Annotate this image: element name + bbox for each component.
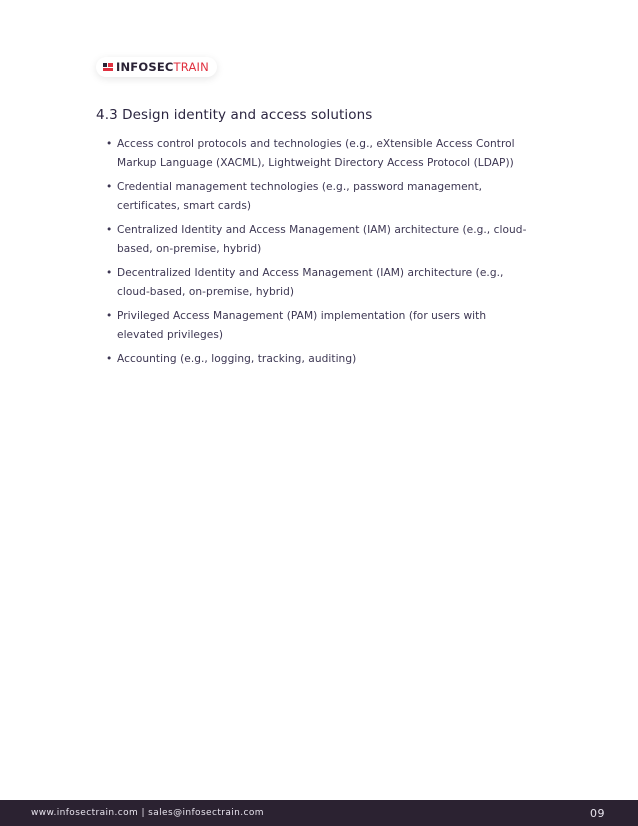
list-item-text: Access control protocols and technologies (e.g., eXtensible Access Control Markup Language (XACML), Lightweight Directory Access Protocol (LDAP)) bbox=[117, 138, 515, 169]
logo-text-dark: INFOSEC bbox=[116, 60, 174, 74]
bullet-dot: • bbox=[106, 310, 113, 322]
bullet-dot: • bbox=[106, 138, 113, 150]
list-item-text: Privileged Access Management (PAM) implementation (for users with elevated privileges) bbox=[117, 310, 487, 341]
logo-text bbox=[116, 57, 209, 77]
list-item bbox=[106, 178, 536, 216]
bullet-dot: • bbox=[106, 267, 113, 279]
list-item-text: Accounting (e.g., logging, tracking, auditing) bbox=[117, 353, 357, 365]
logo-text-accent: TRAIN bbox=[173, 60, 209, 74]
list-item bbox=[106, 264, 536, 302]
bullet-dot: • bbox=[106, 353, 113, 365]
infosectrain-logo-icon bbox=[103, 62, 113, 72]
brand-logo bbox=[96, 57, 217, 77]
section-title: 4.3 Design identity and access solutions bbox=[96, 107, 373, 123]
list-item-text: Decentralized Identity and Access Management (IAM) architecture (e.g., cloud-based, on-premise, hybrid) bbox=[117, 267, 504, 298]
footer-contact[interactable]: www.infosectrain.com | sales@infosectrain.com bbox=[31, 808, 264, 818]
list-item-text: Centralized Identity and Access Management (IAM) architecture (e.g., cloud-based, on-premise, hybrid) bbox=[117, 224, 527, 255]
bullet-list bbox=[106, 135, 536, 374]
list-item bbox=[106, 307, 536, 345]
bullet-dot: • bbox=[106, 224, 113, 236]
bullet-dot: • bbox=[106, 181, 113, 193]
page-number: 09 bbox=[590, 806, 605, 820]
list-item bbox=[106, 135, 536, 173]
page-footer bbox=[0, 800, 638, 826]
list-item bbox=[106, 350, 536, 369]
list-item-text: Credential management technologies (e.g., password management, certificates, smart cards) bbox=[117, 181, 483, 212]
list-item bbox=[106, 221, 536, 259]
